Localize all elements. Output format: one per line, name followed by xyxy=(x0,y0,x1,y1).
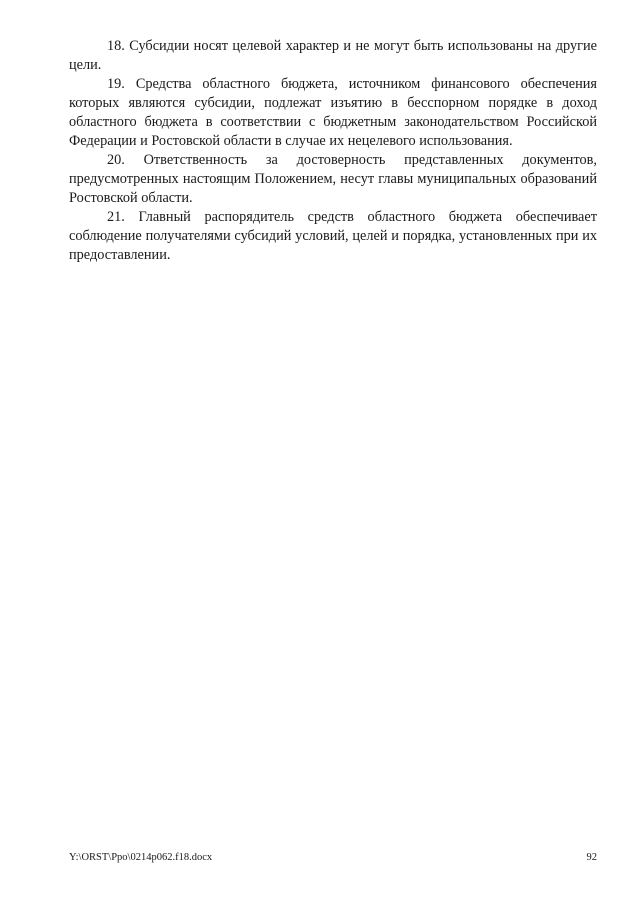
document-body xyxy=(69,37,597,265)
footer-file-path: Y:\ORST\Ppo\0214p062.f18.docx xyxy=(69,852,213,863)
paragraph-21: 21. Главный распорядитель средств областного бюджета обеспечивает соблюдение получателями субсидий условий, целей и порядка, установленных при их предоставлении. xyxy=(69,209,597,263)
paragraph-18: 18. Субсидии носят целевой характер и не могут быть использованы на другие цели. xyxy=(69,38,597,73)
paragraph-19: 19. Средства областного бюджета, источником финансового обеспечения которых являются субсидии, подлежат изъятию в бесспорном порядке в доход областного бюджета в соответствии с бюджетным законодательством Российской Федерации и Ростовской области в случае их нецелевого использования. xyxy=(69,76,597,149)
footer-page-number: 92 xyxy=(586,852,597,863)
paragraph-20: 20. Ответственность за достоверность представленных документов, предусмотренных настоящим Положением, несут главы муниципальных образований Ростовской области. xyxy=(69,152,597,206)
page-footer xyxy=(69,850,597,866)
